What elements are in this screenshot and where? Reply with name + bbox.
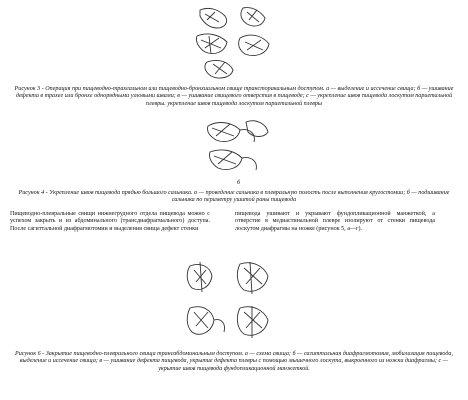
- figure-4-caption: Рисунок 4 - Укрепление швов пищевода прядью большого сальника. а — проведение сальника в плевральную полость после выполнения кругостомии; б — подшивание сальника по периметру ушитой раны пищевода: [18, 190, 450, 204]
- figure-4-label-b: б: [237, 180, 241, 186]
- figure-6-caption: Рисунок 6 - Закрытие пищеводно-плеврального свища трансабдоминальным доступом. а — схема свища; б — сагиттальная диафрагмотомия, мобилизация пищевода, выделение и иссечение свища; в — ушивание дефекта пищевода, укрытие дефекта плевры с помощью мышечного лоскута, выкроенного из ножки диафрагмы; с — укрытие швов пищевода фундопликационной манжеткой.: [14, 351, 453, 372]
- body-text-right-column: пищевода ушивают и укрывают фундопликационной манжеткой, а отверстие в медиастинальной плевре изолируют от стенки пищевода лоскутом диафрагмы на ножке (рисунок 5, а—г).: [235, 211, 435, 232]
- figure-3-caption: Рисунок 3 - Операция при пищеводно-трахеальном или пищеводно-бронхиальном свище трансторакальным доступом. а — выделение и иссечение свища; б — ушивание дефекта в трахее или бронхе однорядными узловыми швами; в — ушивание свищевого отверстия в пищеводе; с — укрепление швов пищевода лоскутом париетальной плевры. укрепление швов пищевода лоскутом париетальной плевры: [14, 86, 454, 107]
- body-text-left-column: Пищеводно-плевральные свищи нижнегрудного отдела пищевода можно с успехом закрыть и из абдоминального (трансдиафрагмального) доступа. После сагиттальной диафрагмотомии и выделения свища дефект стенки: [10, 211, 210, 232]
- figure-6-illustration: [180, 258, 290, 346]
- figure-4-illustration: [200, 116, 290, 178]
- figure-3-illustration: [185, 4, 295, 82]
